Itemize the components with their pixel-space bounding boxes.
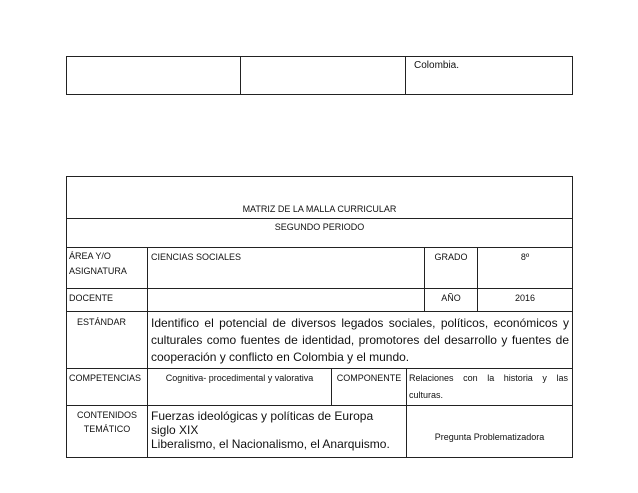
component-label-cell (332, 369, 407, 406)
year-label-cell (425, 289, 478, 312)
problem-question-cell (407, 406, 573, 458)
country-text: Colombia. (414, 60, 460, 71)
standard-text-cell (148, 312, 573, 369)
component-label: COMPONENTE (336, 373, 402, 383)
title-row (67, 177, 573, 219)
standard-text: Identifico el potencial de diversos legados sociales, políticos, económicos y culturales como fuentes de identidad, promotores del desarrollo y fuentes de cooperación y conflicto en Colombia y el mundo. (151, 316, 569, 364)
contents-line-2: Liberalismo, el Nacionalismo, el Anarquismo. (151, 437, 390, 451)
teacher-row (67, 289, 573, 312)
teacher-value-cell (148, 289, 425, 312)
grade-label-cell (425, 248, 478, 289)
contents-line-1: Fuerzas ideológicas y políticas de Europa siglo XIX (151, 409, 374, 437)
teacher-label: DOCENTE (69, 293, 114, 303)
area-value: CIENCIAS SOCIALES (151, 252, 242, 262)
area-value-cell (148, 248, 425, 289)
standard-label-cell (67, 312, 148, 369)
matrix-title: MATRIZ DE LA MALLA CURRICULAR (242, 204, 397, 214)
top-cell-3 (406, 57, 573, 95)
component-value-cell (407, 369, 573, 406)
top-cell-2 (241, 57, 406, 95)
standard-row (67, 312, 573, 369)
period-label: SEGUNDO PERIODO (274, 222, 365, 232)
problem-question-label: Pregunta Problematizadora (434, 432, 545, 442)
competencies-row (67, 369, 573, 406)
contents-text-cell (148, 406, 407, 458)
grade-value: 8º (520, 252, 530, 262)
contents-label: CONTENIDOS TEMÁTICO (76, 410, 137, 434)
year-value-cell (478, 289, 573, 312)
curriculum-matrix-table (66, 176, 573, 458)
competencies-label-cell (67, 369, 148, 406)
top-table (66, 56, 573, 95)
standard-label: ESTÁNDAR (77, 317, 127, 327)
component-value: Relaciones con la historia y las culturas. (409, 373, 568, 400)
competencies-label: COMPETENCIAS (69, 373, 142, 383)
grade-value-cell (478, 248, 573, 289)
area-label-cell (67, 248, 148, 289)
contents-label-cell (67, 406, 148, 458)
period-cell (67, 219, 573, 248)
year-label: AÑO (441, 293, 461, 303)
competencies-value-cell (148, 369, 332, 406)
period-row (67, 219, 573, 248)
area-row (67, 248, 573, 289)
competencies-value: Cognitiva- procedimental y valorativa (165, 373, 314, 383)
grade-label: GRADO (434, 252, 468, 262)
year-value: 2016 (514, 293, 536, 303)
contents-row (67, 406, 573, 458)
area-label: ÁREA Y/O ASIGNATURA (69, 251, 127, 276)
top-table-row (67, 57, 573, 95)
top-cell-1 (67, 57, 241, 95)
teacher-label-cell (67, 289, 148, 312)
matrix-title-cell (67, 177, 573, 219)
